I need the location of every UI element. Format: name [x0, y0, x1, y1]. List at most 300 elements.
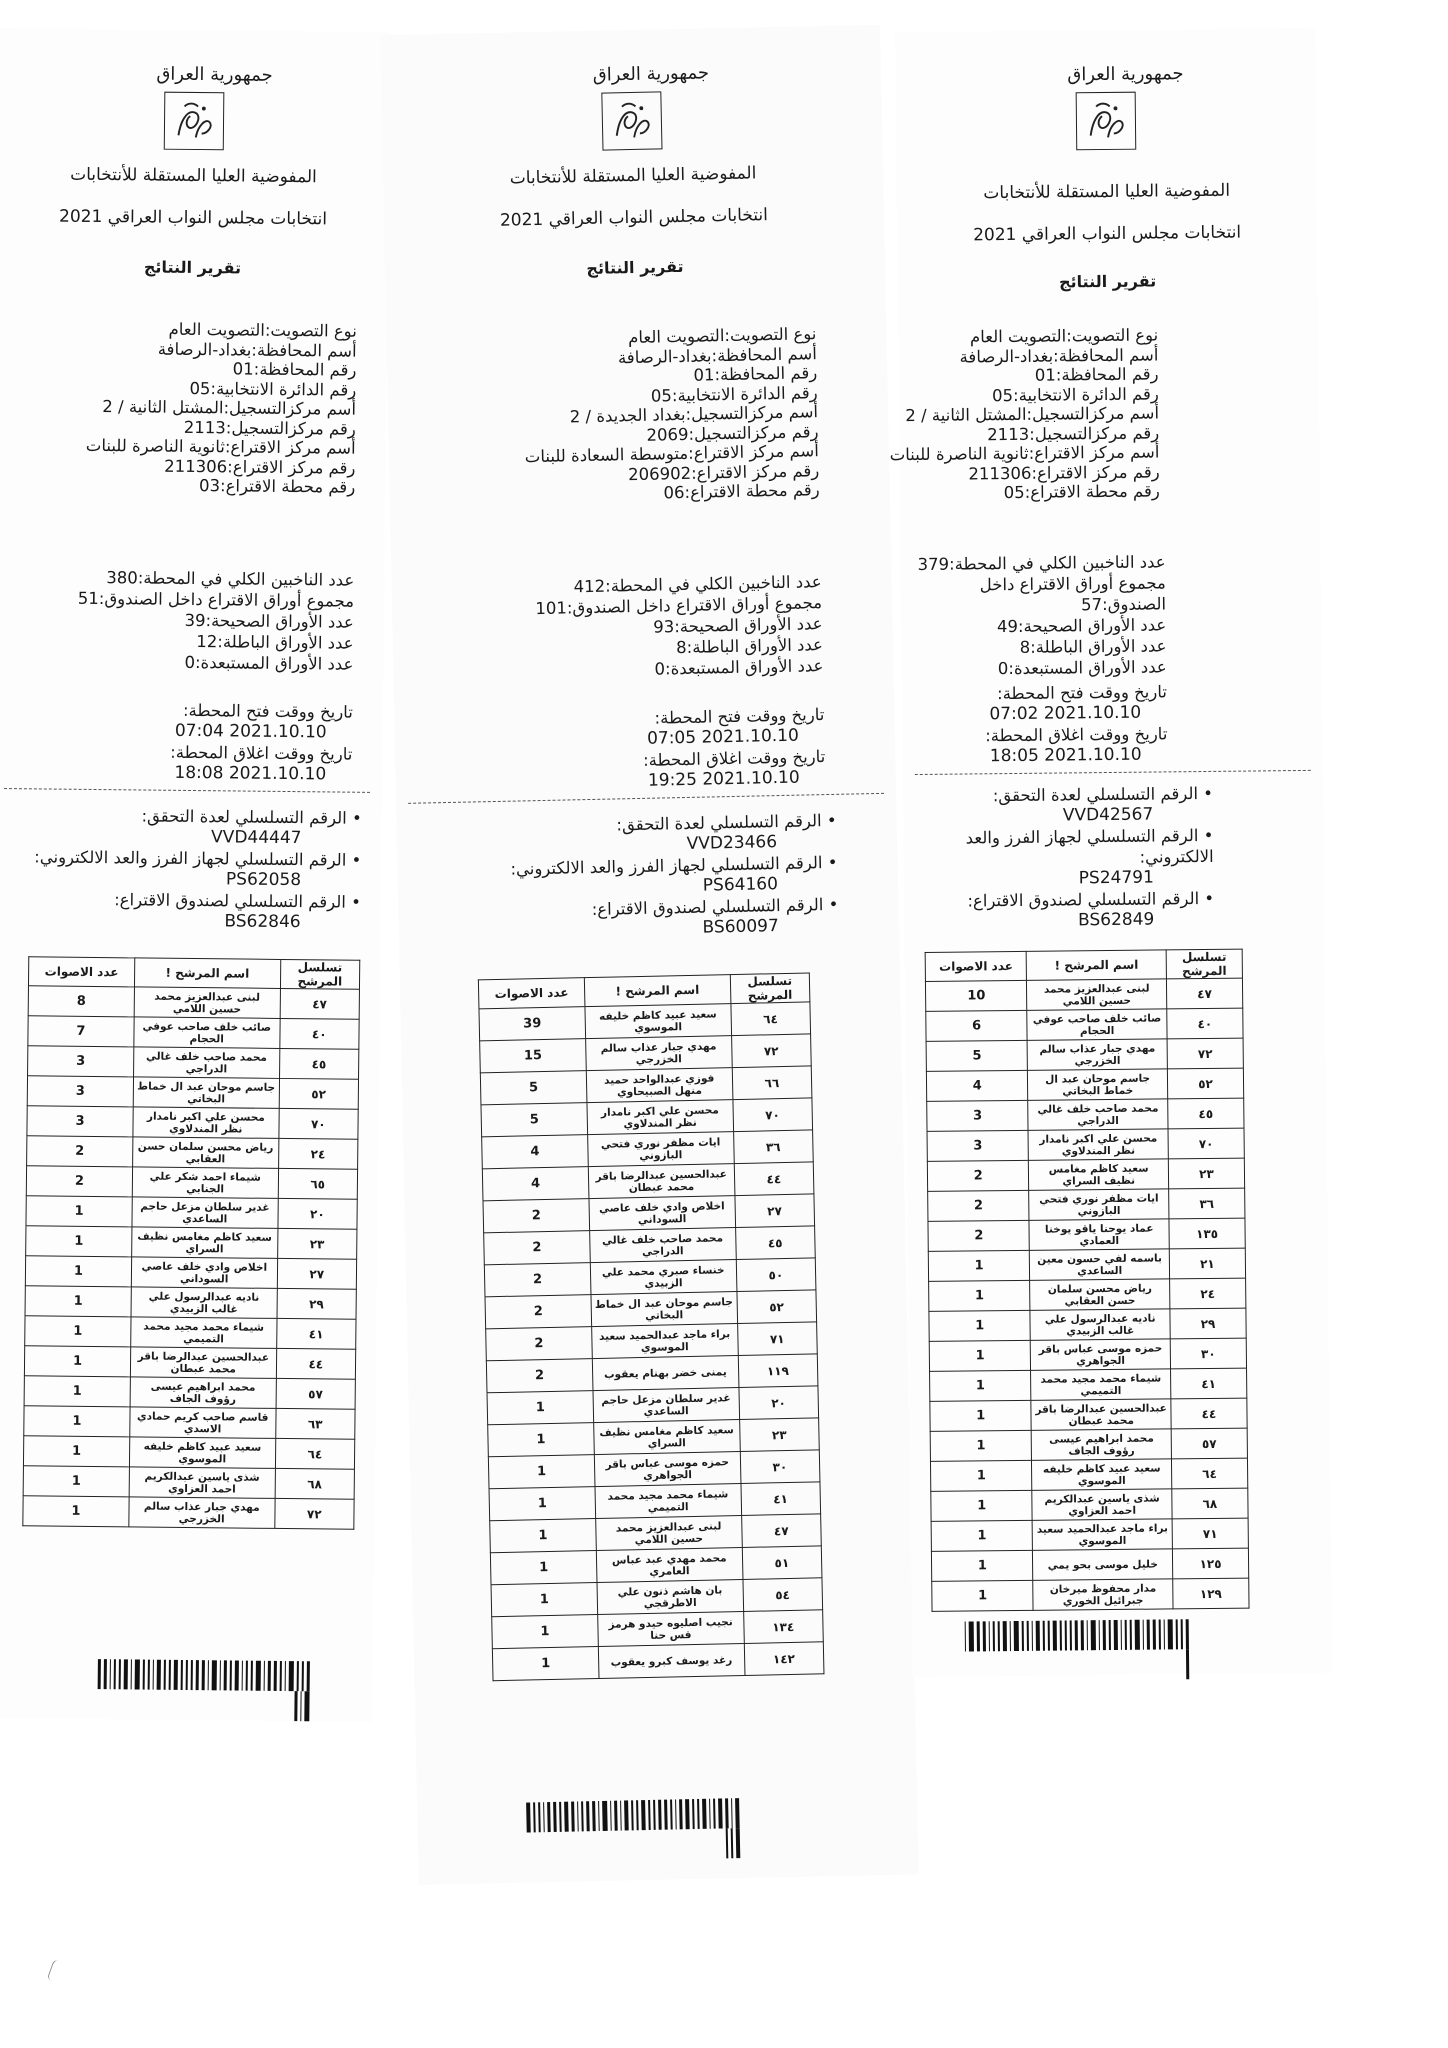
close-label: تاريخ ووقت اغلاق المحطة:	[642, 747, 826, 770]
candidate-votes: 1	[24, 1376, 130, 1407]
candidate-number: ٦٤	[275, 1438, 355, 1469]
barcode-bar	[280, 1661, 282, 1691]
barcode-bar	[131, 1659, 132, 1689]
candidate-votes: 1	[23, 1436, 129, 1467]
candidate-number: ٦٤	[1171, 1458, 1247, 1489]
barcode-bar	[1010, 1621, 1011, 1651]
dashed-divider	[915, 770, 1311, 775]
barcode-bar	[1022, 1621, 1024, 1651]
serial-value: VVD23466	[686, 832, 778, 854]
barcode-bar	[256, 1661, 261, 1691]
station-times	[170, 700, 353, 786]
barcode-bar	[653, 1800, 656, 1830]
count-line: عدد الأوراق الصحيحة:49	[996, 615, 1167, 637]
count-line: عدد الأوراق الصحيحة:39	[184, 610, 354, 632]
barcode	[522, 1798, 743, 1833]
candidate-votes: 1	[488, 1455, 595, 1489]
barcode-bar	[624, 1800, 629, 1830]
serial-label: • الرقم التسلسلي لعدة التحقق:	[992, 783, 1214, 806]
barcode-bar	[641, 1800, 646, 1830]
table-row	[926, 1038, 1243, 1071]
table-row	[930, 1428, 1247, 1461]
candidate-name: حمزه موسى عباس باقر الجواهري	[594, 1452, 740, 1487]
candidate-name: شيماء احمد شكر علي الجنابي	[132, 1167, 278, 1199]
barcode-bar	[1099, 1620, 1100, 1650]
candidate-name: سعيد كاظم مغامس نظيف السراي	[1029, 1159, 1169, 1190]
table-row	[26, 1196, 357, 1229]
candidate-number: ٧٠	[278, 1108, 358, 1139]
serial-numbers	[509, 810, 839, 943]
barcode-bar	[1114, 1620, 1118, 1650]
candidate-number: ٢٩	[277, 1288, 357, 1319]
barcode-bar	[538, 1802, 541, 1832]
barcode-bar	[713, 1799, 716, 1829]
info-line: أسم مركزالتسجيل:المشتل الثانية / 2	[905, 403, 1160, 426]
info-line: رقم مركز الاقتراع:211306	[164, 456, 356, 478]
barcode-bar	[196, 1660, 199, 1690]
candidate-number: ٧٢	[1167, 1038, 1243, 1069]
barcode-bar	[1043, 1621, 1045, 1651]
candidate-number: ٤١	[1170, 1368, 1246, 1399]
barcode-bar	[631, 1800, 634, 1830]
table-row	[929, 1308, 1246, 1341]
candidate-votes: 1	[929, 1280, 1031, 1311]
info-line: نوع التصويت:التصويت العام	[627, 324, 817, 348]
candidate-name: مهدي جبار عذاب سالم الخزرجي	[586, 1036, 732, 1071]
result-receipt-left	[0, 28, 390, 1722]
table-row	[24, 1406, 355, 1439]
ballot-counts	[535, 571, 824, 682]
candidate-number: ٢٤	[1170, 1278, 1246, 1309]
candidate-number: ٢٠	[278, 1198, 358, 1229]
candidate-name: رغد يوسف كبرو يعقوب	[598, 1643, 744, 1678]
barcode-bar	[98, 1659, 101, 1689]
candidate-number: ٢٠	[739, 1386, 819, 1420]
barcode-bar	[174, 1660, 178, 1690]
candidate-name: محسن علي اكبر نامدار نظر المندلاوي	[1028, 1129, 1168, 1160]
col-votes-header: عدد الاصوات	[28, 957, 134, 987]
ihec-logo-icon	[164, 92, 225, 151]
count-line: مجموع أوراق الاقتراع داخل الصندوق:57	[979, 573, 1167, 615]
info-line: أسم مركزالتسجيل:بغداد الجديدة / 2	[569, 402, 819, 427]
close-time: 2021.10.10 19:25	[647, 767, 800, 791]
candidate-votes: 1	[931, 1520, 1033, 1551]
candidate-votes: 1	[26, 1226, 132, 1257]
barcode-bar	[1014, 1621, 1019, 1651]
candidate-name: خنساء صبري محمد علي الزبيدي	[590, 1260, 736, 1295]
serial-value: BS62849	[1077, 909, 1155, 931]
candidate-votes: 10	[925, 980, 1027, 1011]
col-votes-header: عدد الاصوات	[925, 951, 1027, 981]
barcode-bar	[664, 1800, 668, 1830]
barcode-bar	[1147, 1620, 1150, 1650]
count-line: عدد الأوراق الباطلة:8	[1019, 636, 1167, 657]
candidate-number: ٤١	[276, 1318, 356, 1349]
table-row	[23, 1496, 354, 1529]
candidate-number: ٢٤	[278, 1138, 358, 1169]
candidate-name: بان هاشم ذنون علي الاطرقجي	[597, 1579, 743, 1614]
barcode-bar	[1075, 1620, 1078, 1650]
info-line: أسم مركز الاقتراع:ثانوية الناصرة للبنات	[889, 442, 1160, 465]
candidate-name: لبنى عبدالعزيز محمد حسين اللامي	[1027, 979, 1167, 1010]
col-votes-header: عدد الاصوات	[478, 978, 585, 1009]
info-line: رقم الدائرة الانتخابية:05	[991, 383, 1159, 405]
barcode-bar	[983, 1621, 986, 1651]
count-line: عدد الأوراق الباطلة:8	[675, 635, 824, 658]
serial-numbers	[903, 783, 1215, 933]
candidate-number: ٤٧	[1166, 978, 1242, 1009]
barcode-bar	[1164, 1619, 1165, 1649]
candidate-votes: 1	[492, 1615, 599, 1649]
barcode-bar	[1186, 1649, 1189, 1679]
candidate-name: شيماء محمد مجيد محمد التميمي	[131, 1317, 277, 1349]
candidate-votes: 1	[930, 1370, 1032, 1401]
election-title: انتخابات مجلس النواب العراقي 2021	[58, 206, 328, 230]
result-receipt-middle	[380, 25, 919, 1885]
candidate-name: خليل موسى بحو يمي	[1033, 1549, 1173, 1580]
table-row	[25, 1256, 356, 1289]
candidate-votes: 2	[927, 1160, 1029, 1191]
count-line: عدد الأوراق الصحيحة:93	[653, 614, 823, 637]
barcode-bar	[1125, 1620, 1127, 1650]
candidate-name: محمد صاحب خلف غالي الدراجي	[1028, 1099, 1168, 1130]
barcode-bar	[592, 1801, 596, 1831]
candidate-number: ١١٩	[738, 1354, 818, 1388]
candidate-number: ٧١	[737, 1322, 817, 1356]
table-row	[24, 1376, 355, 1409]
candidate-name: اخلاص وادي خلف عاصي السوداني	[131, 1257, 277, 1289]
candidate-number: ١٣٤	[743, 1610, 823, 1644]
ihec-logo-icon	[1076, 92, 1137, 151]
candidate-name: محمد ابراهيم عيسى رؤوف الجاف	[130, 1377, 276, 1409]
barcode-bar	[526, 1802, 531, 1832]
candidate-number: ١٢٩	[1173, 1578, 1249, 1609]
candidate-number: ٢٩	[1170, 1308, 1246, 1339]
open-label: تاريخ ووقت فتح المحطة:	[654, 705, 825, 728]
candidate-name: عبدالحسين عبدالرضا باقر محمد عبطان	[130, 1347, 276, 1379]
table-row	[927, 1128, 1244, 1161]
table-row	[927, 1098, 1244, 1131]
candidate-votes: 2	[484, 1263, 591, 1297]
report-title: تقرير النتائج	[143, 257, 242, 278]
barcode-bar	[246, 1661, 248, 1691]
candidate-name: شيماء محمد مجيد محمد التميمي	[1031, 1369, 1171, 1400]
candidate-votes: 1	[931, 1550, 1033, 1581]
candidate-name: قاسم صاحب كريم حمادي الاسدي	[130, 1407, 276, 1439]
count-line: عدد الناخبين الكلي في المحطة:412	[573, 572, 822, 597]
candidate-votes: 1	[26, 1196, 132, 1227]
table-row	[925, 978, 1242, 1011]
candidate-number: ٣٠	[740, 1450, 820, 1484]
barcode-bar	[235, 1661, 239, 1691]
candidate-votes: 1	[24, 1346, 130, 1377]
candidate-number: ١٢٥	[1172, 1548, 1248, 1579]
info-line: أسم مركزالتسجيل:المشتل الثانية / 2	[102, 397, 357, 419]
barcode-bar	[636, 1800, 639, 1830]
col-seq-header: تسلسل المرشح	[730, 973, 810, 1004]
barcode-bar	[709, 1799, 711, 1829]
info-line: رقم المحافظة:01	[1034, 364, 1159, 385]
barcode-bar	[571, 1802, 575, 1832]
candidate-number: ٧١	[1172, 1518, 1248, 1549]
station-info	[888, 325, 1160, 503]
serial-value: PS64160	[702, 874, 779, 896]
candidate-number: ٧٢	[731, 1034, 811, 1068]
barcode-bar	[169, 1660, 171, 1690]
table-row	[26, 1226, 357, 1259]
barcode-bar	[230, 1660, 232, 1690]
barcode-bar	[1103, 1620, 1106, 1650]
candidate-number: ٤٧	[741, 1514, 821, 1548]
barcode-bar	[212, 1660, 217, 1690]
open-label: تاريخ ووقت فتح المحطة:	[996, 682, 1168, 704]
serial-label: • الرقم التسلسلي لجهاز الفرز والعد الالكتروني:	[510, 852, 838, 879]
candidate-name: ايات مظفر نوري فتحي البازوني	[588, 1132, 734, 1167]
results-table	[478, 972, 825, 1681]
candidate-name: محسن علي اكبر نامدار نظر المندلاوي	[587, 1100, 733, 1135]
candidate-votes: 2	[485, 1295, 592, 1329]
candidate-votes: 1	[492, 1647, 599, 1681]
barcode-bar	[274, 1661, 277, 1691]
candidate-number: ٤٤	[276, 1348, 356, 1379]
barcode-bar	[1027, 1621, 1029, 1651]
candidate-votes: 1	[928, 1250, 1030, 1281]
info-line: رقم محطة الاقتراع:03	[198, 476, 356, 497]
barcode-bar	[1181, 1619, 1183, 1649]
candidate-number: ٢٣	[1168, 1158, 1244, 1189]
candidate-name: سعيد عبيد كاظم خليفه الموسوي	[129, 1437, 275, 1469]
barcode-bar	[289, 1661, 294, 1691]
candidate-votes: 1	[490, 1551, 597, 1585]
barcode-bar	[1168, 1619, 1173, 1649]
info-line: رقم محطة الاقتراع:06	[663, 480, 820, 503]
candidate-number: ٦٥	[278, 1168, 358, 1199]
table-row	[23, 1466, 354, 1499]
table-row	[28, 986, 359, 1019]
serial-value: PS24791	[1078, 867, 1154, 889]
serial-label: • الرقم التسلسلي لصندوق الاقتراع:	[114, 890, 361, 912]
barcode-bar	[998, 1621, 1000, 1651]
open-time: 2021.10.10 07:02	[989, 702, 1142, 725]
table-row	[930, 1458, 1247, 1491]
table-row	[23, 1436, 354, 1469]
candidate-name: ايات مظفر نوري فتحي البازوني	[1029, 1189, 1169, 1220]
candidate-number: ٣٦	[733, 1130, 813, 1164]
candidate-name: سعيد عبيد كاظم خليفه الموسوي	[585, 1004, 731, 1039]
barcode-bar	[1053, 1621, 1057, 1651]
table-row	[929, 1338, 1246, 1371]
candidate-votes: 1	[930, 1400, 1032, 1431]
table-row	[27, 1136, 358, 1169]
barcode-bar	[598, 1801, 600, 1831]
barcode-bar	[148, 1660, 150, 1690]
candidate-name: محمد مهدي عبد عباس العامري	[596, 1547, 742, 1582]
barcode-bar	[1087, 1620, 1088, 1650]
candidate-votes: 7	[28, 1016, 134, 1047]
candidate-votes: 3	[927, 1100, 1029, 1131]
barcode-bar	[1135, 1620, 1140, 1650]
serial-value: BS62846	[224, 911, 301, 933]
candidate-votes: 1	[25, 1256, 131, 1287]
barcode-bar	[1143, 1620, 1144, 1650]
candidate-number: ٣٦	[1169, 1188, 1245, 1219]
barcode-bar	[1003, 1621, 1007, 1651]
table-row	[27, 1106, 358, 1139]
candidate-number: ٥٢	[279, 1078, 359, 1109]
barcode-bar	[143, 1660, 145, 1690]
table-row	[25, 1286, 356, 1319]
candidate-name: مهدي جبار عذاب سالم الخزرجي	[129, 1497, 275, 1529]
info-line: رقم مركزالتسجيل:2069	[646, 421, 819, 445]
country-name: جمهورية العراق	[592, 62, 710, 86]
barcode-bar	[1159, 1620, 1161, 1650]
candidate-votes: 5	[480, 1071, 587, 1105]
candidate-number: ٦٦	[732, 1066, 812, 1100]
candidate-name: سعيد عبيد كاظم خليفه الموسوي	[1032, 1459, 1172, 1490]
info-line: أسم مركز الاقتراع:متوسطة السعادة للبنات	[524, 441, 820, 467]
info-line: أسم مركز الاقتراع:ثانوية الناصرة للبنات	[85, 435, 356, 458]
col-seq-header: تسلسل المرشح	[280, 959, 360, 989]
candidate-name: مدار محفوظ ميرخان جبرائيل الخوري	[1033, 1579, 1173, 1610]
commission-name: المفوضية العليا المستقلة للأنتخابات	[70, 164, 317, 188]
candidate-votes: 3	[927, 1130, 1029, 1161]
barcode-bar	[735, 1798, 740, 1828]
election-title: انتخابات مجلس النواب العراقي 2021	[499, 205, 769, 231]
barcode-bar	[1036, 1621, 1040, 1651]
candidate-name: شذى ياسين عبدالكريم احمد العزاوي	[1032, 1489, 1172, 1520]
station-info	[85, 319, 357, 497]
candidate-name: عبدالحسين عبدالرضا باقر محمد عبطان	[1031, 1399, 1171, 1430]
barcode-bar	[1048, 1621, 1050, 1651]
serial-value: VVD42567	[1062, 804, 1154, 826]
candidate-votes: 15	[480, 1039, 587, 1073]
table-row	[27, 1076, 358, 1109]
candidate-name: صائب خلف صاحب عوفي الحجام	[134, 1017, 280, 1049]
table-row	[28, 1046, 359, 1079]
barcode-bar	[1070, 1620, 1072, 1650]
table-row	[492, 1642, 824, 1681]
candidate-votes: 2	[486, 1359, 593, 1393]
candidate-name: جاسم موحان عبد ال خماط البخاتي	[133, 1077, 279, 1109]
candidate-votes: 1	[24, 1406, 130, 1437]
candidate-number: ٣٠	[1170, 1338, 1246, 1369]
candidate-number: ٦٨	[1172, 1488, 1248, 1519]
candidate-votes: 2	[26, 1166, 132, 1197]
ihec-logo-icon	[601, 91, 662, 150]
candidate-votes: 1	[929, 1340, 1031, 1371]
barcode-bar	[307, 1661, 310, 1691]
barcode-bar	[586, 1801, 590, 1831]
candidate-votes: 2	[928, 1220, 1030, 1251]
barcode-bar	[135, 1659, 140, 1689]
candidate-number: ٧٠	[732, 1098, 812, 1132]
candidate-name: لبنى عبدالعزيز محمد حسين اللامي	[596, 1515, 742, 1550]
count-line: عدد الناخبين الكلي في المحطة:379	[917, 552, 1166, 574]
info-line: نوع التصويت:التصويت العام	[168, 319, 357, 341]
table-row	[930, 1398, 1247, 1431]
candidate-votes: 4	[482, 1167, 589, 1201]
candidate-number: ٤٤	[734, 1162, 814, 1196]
candidate-votes: 1	[488, 1423, 595, 1457]
candidate-number: ٧٢	[274, 1498, 354, 1529]
candidate-votes: 1	[932, 1580, 1034, 1611]
barcode-bar	[559, 1802, 562, 1832]
barcode-bar	[564, 1802, 569, 1832]
info-line: رقم مركزالتسجيل:2113	[183, 417, 356, 439]
barcode	[93, 1659, 313, 1691]
barcode-bar	[977, 1621, 980, 1651]
table-row	[932, 1578, 1249, 1611]
info-line: رقم المحافظة:01	[693, 363, 818, 385]
info-line: رقم مركز الاقتراع:206902	[627, 460, 820, 484]
candidate-number: ٧٠	[1168, 1128, 1244, 1159]
barcode-bar	[124, 1659, 128, 1689]
barcode-bar	[726, 1828, 729, 1858]
info-line: رقم محطة الاقتراع:05	[1003, 481, 1160, 503]
table-row	[931, 1548, 1248, 1581]
candidate-number: ٤١	[741, 1482, 821, 1516]
barcode-bar	[736, 1828, 741, 1858]
candidate-votes: 2	[928, 1190, 1030, 1221]
col-name-header: اسم المرشح !	[134, 958, 280, 989]
candidate-number: ٤٥	[279, 1048, 359, 1079]
candidate-number: ٥٢	[737, 1290, 817, 1324]
count-line: عدد الناخبين الكلي في المحطة:380	[106, 568, 355, 590]
barcode-bar	[119, 1659, 121, 1689]
candidate-number: ٦٤	[730, 1002, 810, 1036]
barcode-bar	[1130, 1620, 1132, 1650]
serial-label: • الرقم التسلسلي لعدة التحقق:	[616, 810, 837, 835]
candidate-name: يمنى خضر بهنام يعقوب	[592, 1356, 738, 1391]
candidate-votes: 6	[926, 1010, 1028, 1041]
candidate-number: ٤٠	[1167, 1008, 1243, 1039]
table-row	[928, 1218, 1245, 1251]
candidate-number: ٢٧	[277, 1258, 357, 1289]
country-name: جمهورية العراق	[1067, 63, 1184, 86]
candidate-name: شذى ياسين عبدالكريم احمد العزاوي	[129, 1467, 275, 1499]
candidate-name: غدير سلطان مزعل حاجم الساعدي	[132, 1197, 278, 1229]
barcode-bar	[577, 1801, 579, 1831]
ballot-counts	[77, 567, 354, 675]
table-row	[24, 1346, 355, 1379]
candidate-number: ٤٤	[1171, 1398, 1247, 1429]
barcode	[962, 1619, 1192, 1651]
candidate-name: محسن علي اكبر نامدار نظر المندلاوي	[133, 1107, 279, 1139]
candidate-name: محمد صاحب خلف غالي الدراجي	[590, 1228, 736, 1263]
barcode-bar	[186, 1660, 188, 1690]
open-time: 2021.10.10 07:04	[174, 720, 327, 743]
barcode-bar	[1032, 1621, 1033, 1651]
barcode-bar	[114, 1659, 116, 1689]
table-row	[926, 1008, 1243, 1041]
barcode-bar	[153, 1660, 154, 1690]
barcode-bar	[675, 1799, 677, 1829]
candidate-number: ٥٧	[276, 1378, 356, 1409]
barcode-bar	[251, 1661, 253, 1691]
dashed-divider	[408, 793, 884, 804]
candidate-votes: 1	[23, 1496, 129, 1527]
candidate-number: ١٤٢	[744, 1642, 824, 1676]
candidate-name: جاسم موحان عبد ال خماط البخاتي	[591, 1292, 737, 1327]
info-line: أسم المحافظة:بغداد-الرصافة	[617, 343, 818, 367]
report-title: تقرير النتائج	[1058, 271, 1157, 292]
candidate-name: جاسم موحان عبد ال خماط البخاتي	[1028, 1069, 1168, 1100]
info-line: رقم الدائرة الانتخابية:05	[650, 382, 818, 406]
barcode-bar	[304, 1691, 309, 1721]
col-name-header: اسم المرشح !	[1027, 950, 1167, 980]
paper-mark	[47, 1959, 65, 1983]
barcode-bar	[697, 1799, 700, 1829]
